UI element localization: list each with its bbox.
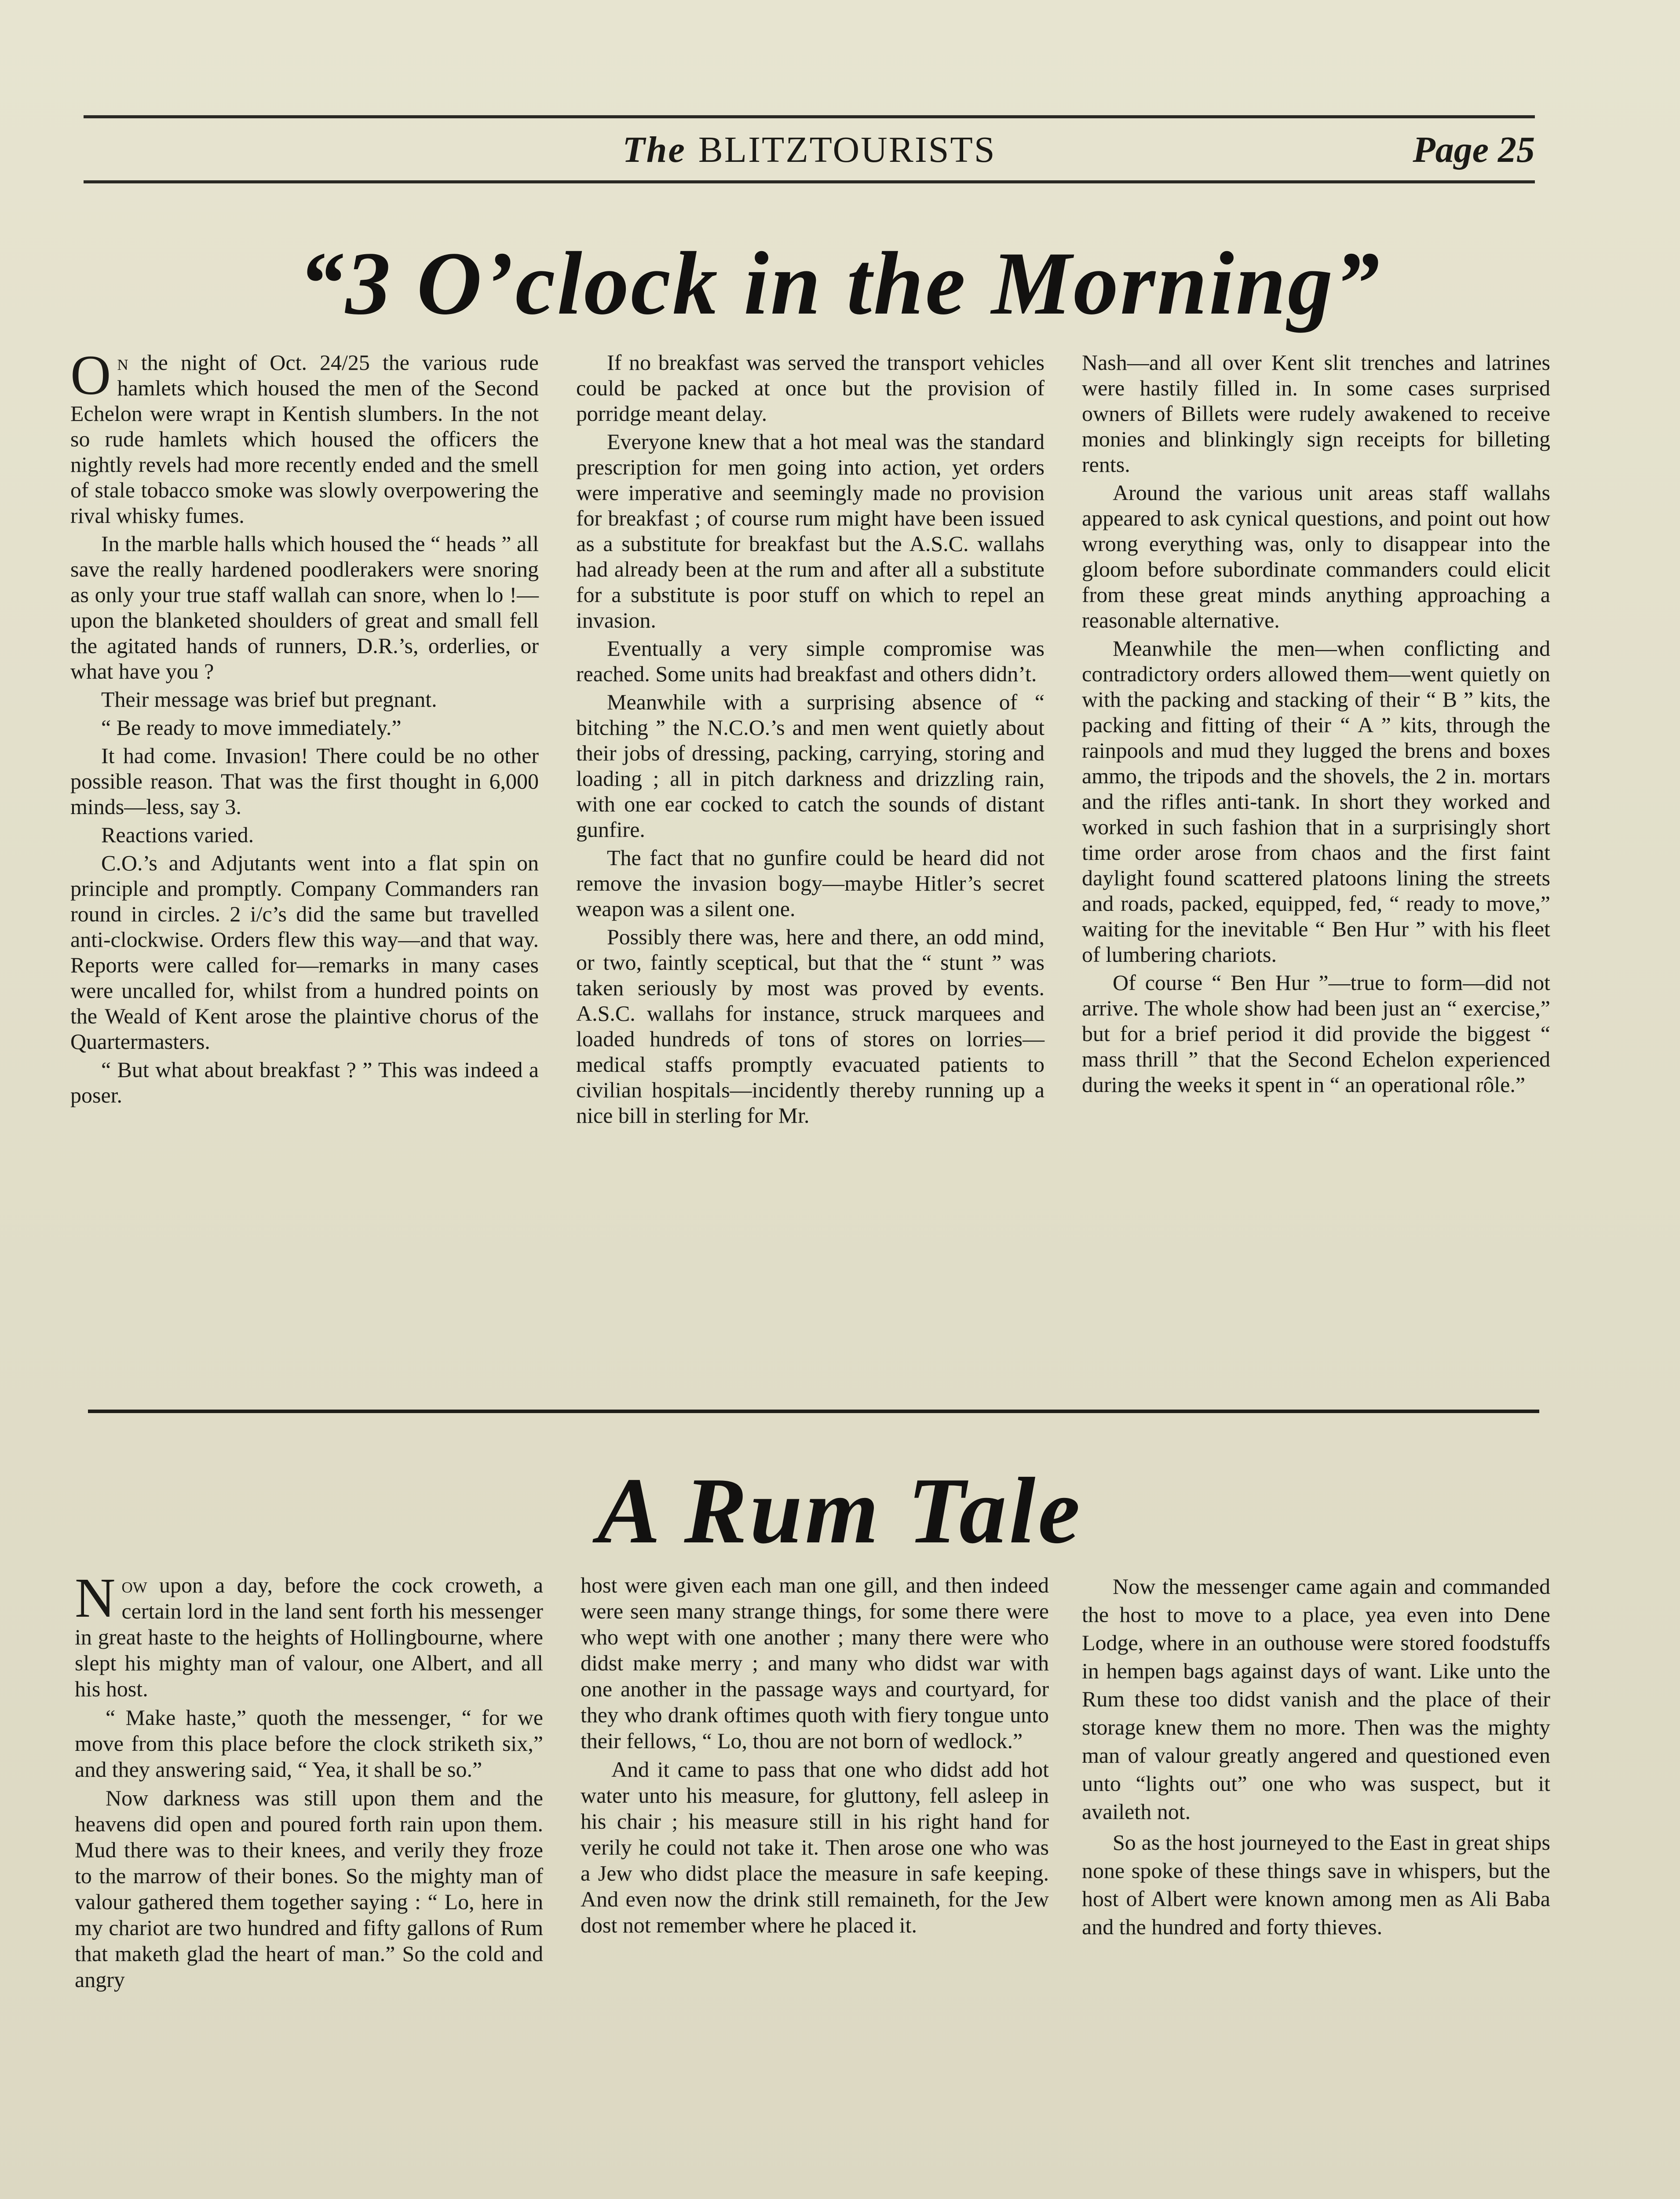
article1-paragraph: Of course “ Ben Hur ”—true to form—did not arrive. The whole show had been just an “ exercise,” but for a brief period it did provide the biggest “ mass thrill ” that the Second Echelon experienced during the weeks it spent in “ an operational rôle.” <box>1082 970 1550 1097</box>
header-top-rule <box>84 115 1535 118</box>
article2-headline: A Rum Tale <box>597 1458 1083 1563</box>
article1-column-3 <box>1082 350 1550 1100</box>
magazine-title-name: BLITZTOURISTS <box>698 129 996 170</box>
article1-dropcap: O <box>70 344 111 406</box>
article2-paragraph: Now the messenger came again and commanded the host to move to a place, yea even into Dene Lodge, where in an outhouse were stored foodstuffs in hempen bags against days of want. Like unto the Rum these too didst vanish and the place of their storage knew them no more. Then was the mighty man of valour greatly angered and questioned even unto “lights out” one who was suspect, but it availeth not. <box>1082 1574 1550 1824</box>
article1-paragraph: Nash—and all over Kent slit trenches and latrines were hastily filled in. In some cases surprised owners of Billets were rudely awakened to receive monies and blinkingly sign receipts for billeting rents. <box>1082 350 1550 477</box>
article1-paragraph: Everyone knew that a hot meal was the standard prescription for men going into action, yet orders were imperative and seemingly made no provision for breakfast ; of course rum might have been issued as a substitute for breakfast but the A.S.C. wallahs had already been at the rum and after all a substitute for a substitute is poor stuff on which to repel an invasion. <box>576 429 1045 632</box>
article1-paragraph: Eventually a very simple compromise was reached. Some units had breakfast and others didn’t. <box>576 636 1045 686</box>
article1-paragraph: Meanwhile with a surprising absence of “ bitching ” the N.C.O.’s and men went quietly about their jobs of dressing, packing, carrying, storing and loading ; all in pitch darkness and drizzling rain, with one ear cocked to catch the sounds of distant gunfire. <box>576 690 1045 842</box>
article1-paragraph: Meanwhile the men—when conflicting and contradictory orders allowed them—went quietly on with the packing and stacking of their “ B ” kits, the packing and fitting of their “ A ” kits, through the rainpools and mud they lugged the brens and boxes ammo, the tripods and the shovels, the 2 in. mortars and the rifles anti-tank. In short they worked and worked in such fashion that in a surprisingly short time order arose from chaos and the first faint daylight found scattered platoons lining the streets and roads, packed, equipped, fed, “ ready to move,” waiting for the inevitable “ Ben Hur ” with his fleet of lumbering chariots. <box>1082 636 1550 967</box>
article2-dropcap: N <box>75 1567 116 1629</box>
article1-paragraph: If no breakfast was served the transport vehicles could be packed at once but the provision of porridge meant delay. <box>576 350 1045 426</box>
article2-dropcap-rest: ow <box>121 1573 147 1597</box>
article1-headline: “3 O’clock in the Morning” <box>299 234 1381 333</box>
article2-paragraph: Now darkness was still upon them and the heavens did open and poured forth rain upon them. Mud there was to their knees, and verily they froze to the marrow of their bones. So the mighty man of valour gathered them together saying : “ Lo, here in my chariot are two hundred and fifty gallons of Rum that maketh glad the heart of man.” So the cold and angry <box>75 1786 543 1992</box>
article2-paragraph: And it came to pass that one who didst add hot water unto his measure, for gluttony, fell asleep in his chair ; his measure still in his right hand for verily he could not take it. Then arose one who was a Jew who didst place the measure in safe keeping. And even now the drink still remaineth, for the Jew dost not remember where he placed it. <box>581 1757 1049 1937</box>
article2-paragraph: host were given each man one gill, and then indeed were seen many strange things, for some there were who wept with one another ; many there were who didst make merry ; and many who didst war with one another in the passage ways and courtyard, for they who drank oftimes quoth with fiery tongue unto their fellows, “ Lo, thou are not born of wedlock.” <box>581 1573 1049 1753</box>
article1-paragraph: Reactions varied. <box>101 822 254 847</box>
article1-paragraph-text: the night of Oct. 24/25 the various rude hamlets which housed the men of the Second Echelon were wrapt in Kentish slumbers. In the not so rude hamlets which housed the officers the nightly revels had more recently ended and the smell of stale tobacco smoke was slowly overpowering the rival whisky fumes. <box>70 350 539 528</box>
article1-paragraph: “ But what about breakfast ? ” This was indeed a poser. <box>70 1057 539 1107</box>
article2-paragraph: “ Make haste,” quoth the messenger, “ for we move from this place before the clock striketh six,” and they answering said, “ Yea, it shall be so.” <box>75 1705 543 1782</box>
magazine-title-the: The <box>622 129 686 170</box>
article1-paragraph <box>70 344 539 528</box>
article1-paragraph: C.O.’s and Adjutants went into a flat spin on principle and promptly. Company Commanders ran round in circles. 2 i/c’s did the same but travelled anti-clockwise. Orders flew this way—and that way. Reports were called for—remarks in many cases were uncalled for, whilst from a hundred points on the Weald of Kent arose the plaintive chorus of the Quartermasters. <box>70 851 539 1054</box>
article2-paragraph <box>75 1567 543 1702</box>
article1-paragraph: Possibly there was, here and there, an odd mind, or two, faintly sceptical, but that the “ stunt ” was taken seriously by most was proved by events. A.S.C. wallahs for instance, struck marquees and loaded hundreds of tons of stores on lorries—medical staffs promptly evacuated patients to civilian hospitals—incidently thereby running up a nice bill in sterling for Mr. <box>576 924 1045 1128</box>
article1-paragraph: In the marble halls which housed the “ heads ” all save the really hardened poodlerakers were snoring as only your true staff wallah can snore, when lo !—upon the blanketed shoulders of great and small fell the agitated hands of runners, D.R.’s, orderlies, or what have you ? <box>70 531 539 683</box>
article2-column-3 <box>1082 1572 1550 1943</box>
article1-dropcap-rest: n <box>117 350 128 375</box>
article1-paragraph: “ Be ready to move immediately.” <box>101 715 402 740</box>
running-header <box>84 121 1535 179</box>
article1-column-1 <box>70 344 539 1110</box>
article1-paragraph: It had come. Invasion! There could be no other possible reason. That was the first thought in 6,000 minds—less, say 3. <box>70 743 539 819</box>
article1-paragraph: Their message was brief but pregnant. <box>101 687 437 712</box>
section-divider <box>88 1410 1539 1413</box>
article1-column-2 <box>576 350 1045 1131</box>
article2-column-1 <box>75 1567 543 1995</box>
page-number: Page 25 <box>1413 129 1535 170</box>
article2-paragraph-text: upon a day, before the cock croweth, a certain lord in the land sent forth his messenger in great haste to the heights of Hollingbourne, where slept his mighty man of valour, one Albert, and all his host. <box>75 1573 543 1701</box>
article1-paragraph: The fact that no gunfire could be heard did not remove the invasion bogy—maybe Hitler’s secret weapon was a silent one. <box>576 845 1045 921</box>
article2-column-2 <box>581 1572 1049 1941</box>
magazine-title <box>84 121 1535 179</box>
header-bottom-rule <box>84 180 1535 183</box>
article2-paragraph: So as the host journeyed to the East in great ships none spoke of these things save in whispers, but the host of Albert were known among men as Ali Baba and the hundred and forty thieves. <box>1082 1830 1550 1939</box>
article1-paragraph: Around the various unit areas staff wallahs appeared to ask cynical questions, and point out how wrong everything was, only to disappear into the gloom before subordinate commanders could elicit from these great minds anything approaching a reasonable alternative. <box>1082 480 1550 632</box>
